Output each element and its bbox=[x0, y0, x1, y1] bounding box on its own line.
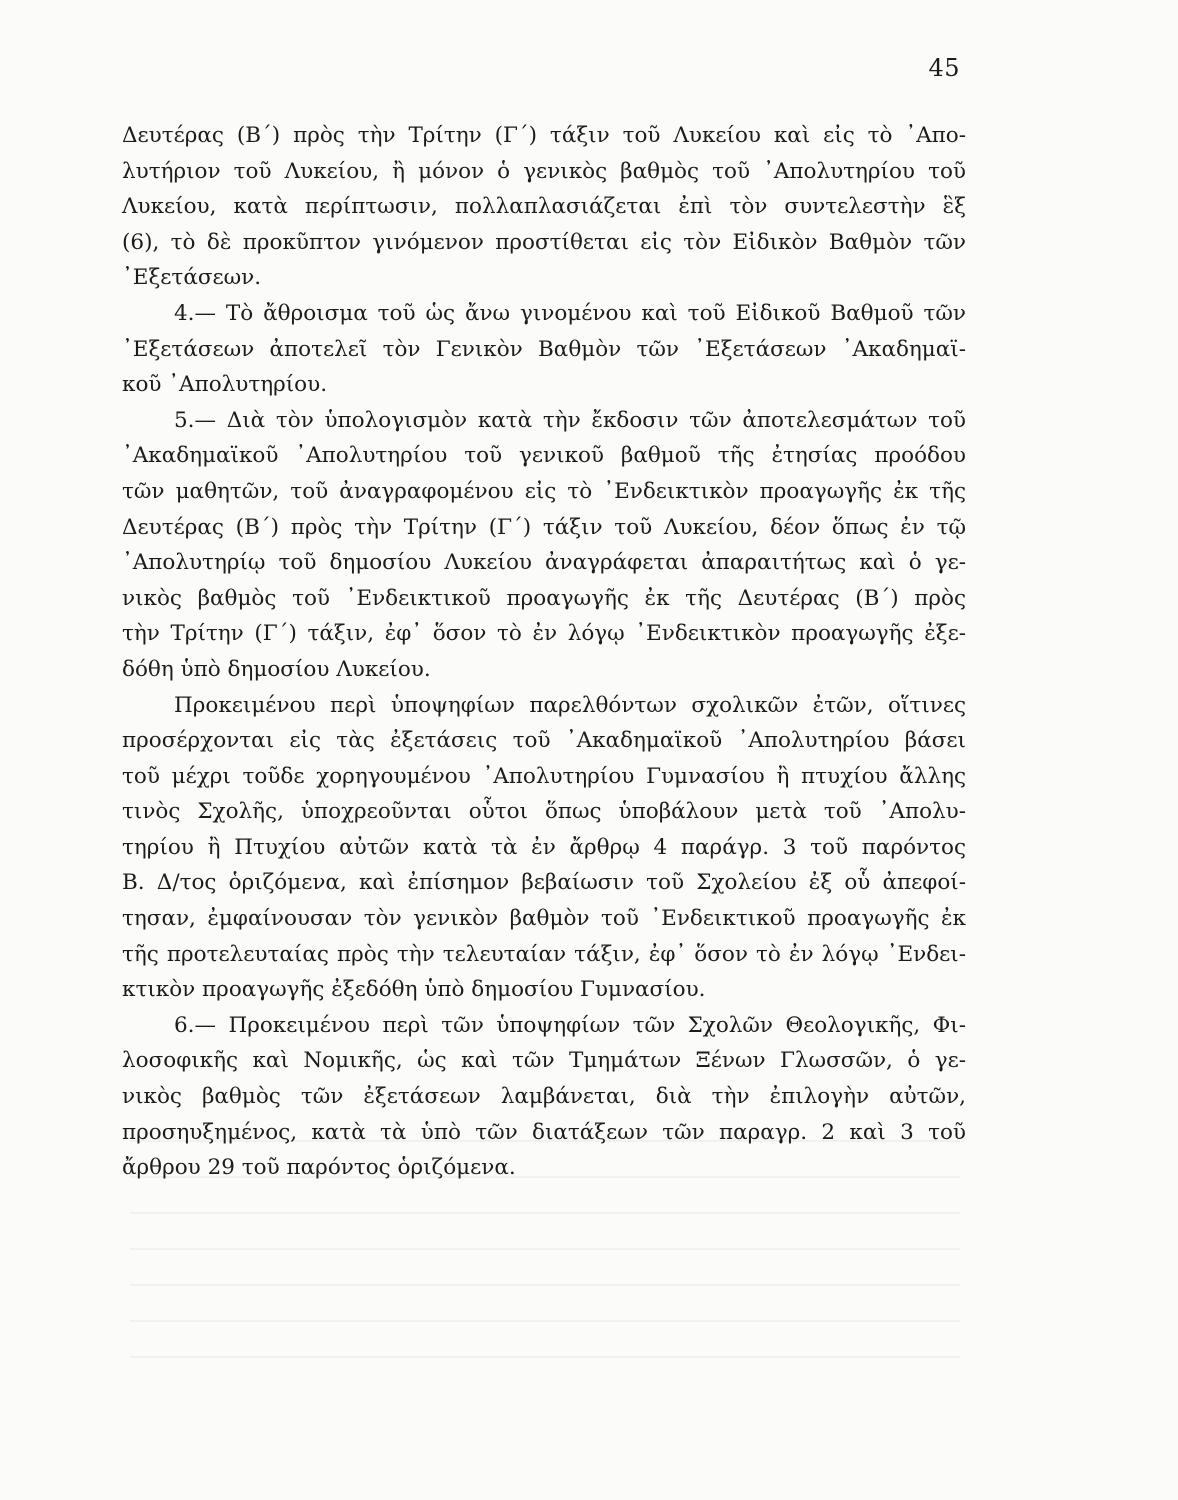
text-line: ᾿Εξετάσεων. bbox=[122, 265, 262, 291]
page-number: 45 bbox=[928, 54, 960, 82]
text-line: τησαν, ἐμφαίνουσαν τὸν γενικὸν βαθμὸν τοῦ ᾿Ενδεικτικοῦ προαγωγῆς ἐκ bbox=[122, 906, 966, 932]
text-line: λυτήριον τοῦ Λυκείου, ἢ μόνον ὁ γενικὸς βαθμὸς τοῦ ᾿Απολυτηρίου τοῦ bbox=[122, 158, 966, 184]
text-line: ᾿Απολυτηρίῳ τοῦ δημοσίου Λυκείου ἀναγράφεται ἀπαραιτήτως καὶ ὁ γε- bbox=[122, 550, 966, 576]
text-line: Δευτέρας (Β΄) πρὸς τὴν Τρίτην (Γ΄) τάξιν τοῦ Λυκείου καὶ εἰς τὸ ᾿Απο- bbox=[122, 123, 966, 148]
text-line: νικὸς βαθμὸς τῶν ἐξετάσεων λαμβάνεται, διὰ τὴν ἐπιλογὴν αὐτῶν, bbox=[122, 1084, 966, 1110]
text-line: ἄρθρου 29 τοῦ παρόντος ὁριζόμενα. bbox=[122, 1155, 516, 1181]
text-line: τὴν Τρίτην (Γ΄) τάξιν, ἐφ᾿ ὅσον τὸ ἐν λόγῳ ᾿Ενδεικτικὸν προαγωγῆς ἐξε- bbox=[122, 621, 966, 647]
text-line: προσέρχονται εἰς τὰς ἐξετάσεις τοῦ ᾿Ακαδημαϊκοῦ ᾿Απολυτηρίου βάσει bbox=[122, 728, 966, 754]
text-line: κτικὸν προαγωγῆς ἐξεδόθη ὑπὸ δημοσίου Γυμνασίου. bbox=[122, 977, 706, 1003]
paragraph-start: Προκειμένου περὶ ὑποψηφίων παρελθόντων σχολικῶν ἐτῶν, οἵτινες bbox=[174, 692, 966, 718]
text-line: ᾿Εξετάσεων ἀποτελεῖ τὸν Γενικὸν Βαθμὸν τῶν ᾿Εξετάσεων ᾿Ακαδημαϊ- bbox=[122, 336, 966, 362]
paragraph-6-start: 6.— Προκειμένου περὶ τῶν ὑποψηφίων τῶν Σχολῶν Θεολογικῆς, Φι- bbox=[174, 1012, 966, 1038]
text-line: ᾿Ακαδημαϊκοῦ ᾿Απολυτηρίου τοῦ γενικοῦ βαθμοῦ τῆς ἐτησίας προόδου bbox=[122, 443, 966, 469]
text-line: κοῦ ᾿Απολυτηρίου. bbox=[122, 372, 328, 398]
text-line: τῆς προτελευταίας πρὸς τὴν τελευταίαν τάξιν, ἐφ᾿ ὅσον τὸ ἐν λόγῳ ᾿Ενδει- bbox=[122, 941, 966, 967]
text-line: (6), τὸ δὲ προκῦπτον γινόμενον προστίθεται εἰς τὸν Εἰδικὸν Βαθμὸν τῶν bbox=[122, 229, 966, 255]
text-line: Λυκείου, κατὰ περίπτωσιν, πολλαπλασιάζεται ἐπὶ τὸν συντελεστὴν ἓξ bbox=[122, 194, 966, 220]
text-line: Δευτέρας (Β΄) πρὸς τὴν Τρίτην (Γ΄) τάξιν τοῦ Λυκείου, δέον ὅπως ἐν τῷ bbox=[122, 514, 966, 540]
text-line: λοσοφικῆς καὶ Νομικῆς, ὡς καὶ τῶν Τμημάτων Ξένων Γλωσσῶν, ὁ γε- bbox=[122, 1048, 966, 1074]
text-line: Β. Δ/τος ὁριζόμενα, καὶ ἐπίσημον βεβαίωσιν τοῦ Σχολείου ἐξ οὗ ἀπεφοί- bbox=[122, 870, 966, 896]
text-line: τηρίου ἢ Πτυχίου αὐτῶν κατὰ τὰ ἐν ἄρθρῳ 4 παράγρ. 3 τοῦ παρόντος bbox=[122, 834, 966, 860]
text-line: τοῦ μέχρι τοῦδε χορηγουμένου ᾿Απολυτηρίου Γυμνασίου ἢ πτυχίου ἄλλης bbox=[122, 763, 966, 789]
text-line: προσηυξημένος, κατὰ τὰ ὑπὸ τῶν διατάξεων τῶν παραγρ. 2 καὶ 3 τοῦ bbox=[122, 1119, 966, 1145]
text-line: δόθη ὑπὸ δημοσίου Λυκείου. bbox=[122, 656, 431, 682]
body-text bbox=[122, 118, 966, 1186]
text-line: νικὸς βαθμὸς τοῦ ᾿Ενδεικτικοῦ προαγωγῆς ἐκ τῆς Δευτέρας (Β΄) πρὸς bbox=[122, 585, 966, 611]
text-line: τινὸς Σχολῆς, ὑποχρεοῦνται οὗτοι ὅπως ὑποβάλουν μετὰ τοῦ ᾿Απολυ- bbox=[122, 799, 966, 825]
text-line: τῶν μαθητῶν, τοῦ ἀναγραφομένου εἰς τὸ ᾿Ενδεικτικὸν προαγωγῆς ἐκ τῆς bbox=[122, 478, 966, 504]
paragraph-4-start: 4.— Τὸ ἄθροισμα τοῦ ὡς ἄνω γινομένου καὶ τοῦ Εἰδικοῦ Βαθμοῦ τῶν bbox=[174, 300, 966, 326]
paragraph-5-start: 5.— Διὰ τὸν ὑπολογισμὸν κατὰ τὴν ἔκδοσιν τῶν ἀποτελεσμάτων τοῦ bbox=[174, 407, 966, 433]
